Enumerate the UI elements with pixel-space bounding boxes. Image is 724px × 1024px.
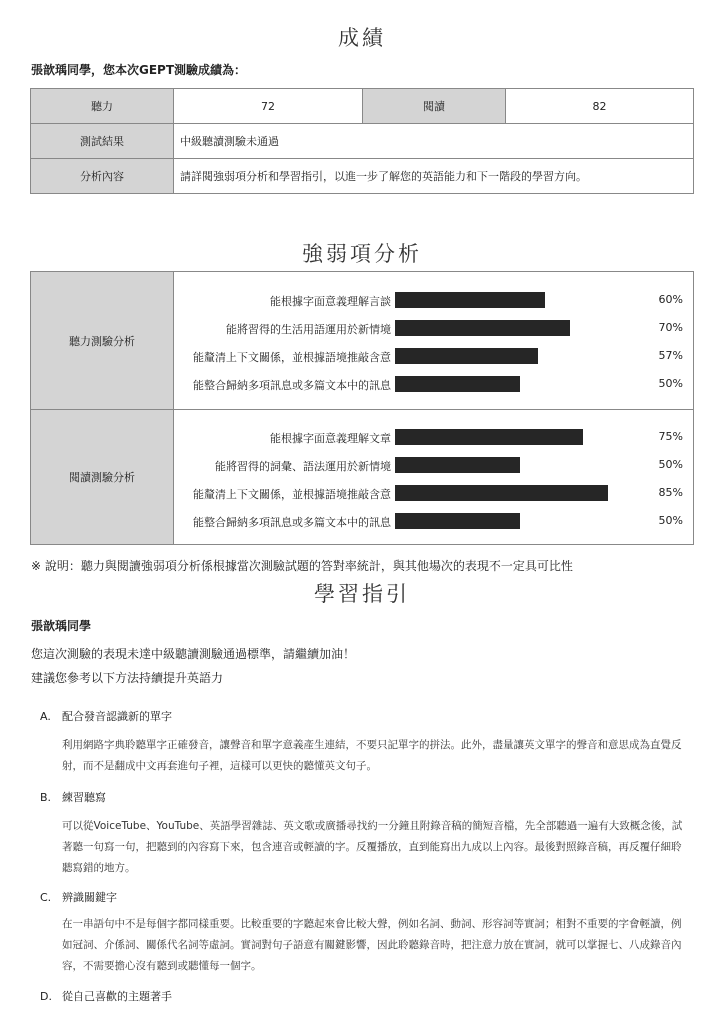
guide-item-b-text: 可以從VoiceTube、YouTube、英語學習雜誌、英文歌或廣播尋找約一分鐘且附錄音稿的簡短音檔，先全部聽過一遍有大致概念後，試著聽一句寫一句，把聽到的內容寫下來，包含連音或輕讀的字。反覆播放，直到能寫出九成以上內容。最後對照錄音稿，再反覆仔細聆聽寫錯的地方。 (62, 820, 683, 874)
row-percent: 50% (658, 458, 683, 471)
guide-item-d (40, 988, 172, 1004)
row-label: 能根據字面意義理解文章 (270, 432, 391, 445)
result-label: 測試結果 (31, 124, 174, 159)
row-label: 能根據字面意義理解言談 (270, 295, 391, 308)
guide-item-c-text: 在一串語句中不是每個字都同樣重要。比較重要的字聽起來會比較大聲，例如名詞、動詞、形容詞等實詞；相對不重要的字會輕讀，例如冠詞、介係詞、關係代名詞等虛詞。實詞對句子語意有關鍵影響，因此聆聽錄音時，把注意力放在實詞，就可以掌握七、八成錄音內容，不需要擔心沒有聽到或聽懂每一個字。 (62, 918, 682, 972)
guide-title: 學習指引 (314, 582, 410, 606)
result-value: 中級聽讀測驗未通過 (174, 124, 694, 159)
guide-item-a (40, 708, 172, 724)
row-label: 能整合歸納多項訊息或多篇文本中的訊息 (193, 379, 391, 392)
group-label: 閱讀測驗分析 (31, 410, 174, 544)
reading-analysis-group (31, 410, 693, 544)
analysis-row (174, 314, 693, 342)
guide-student-name: 張歆瑀同學 (31, 619, 92, 633)
row-label: 能將習得的生活用語運用於新情境 (226, 323, 391, 336)
bar (395, 457, 520, 473)
listening-analysis-group (31, 272, 693, 410)
row-percent: 57% (658, 349, 683, 362)
analysis-row (174, 423, 693, 451)
item-letter: B. (40, 791, 52, 804)
analysis-row (174, 507, 693, 535)
listening-score: 72 (174, 89, 363, 124)
row-label: 能釐清上下文關係，並根據語境推敲含意 (193, 488, 391, 501)
greeting: 張歆瑀同學，您本次GEPT測驗成績為： (31, 63, 247, 77)
reading-score: 82 (506, 89, 694, 124)
analysis-row (174, 370, 693, 398)
listening-label: 聽力 (31, 89, 174, 124)
score-table (30, 88, 694, 194)
content-label: 分析內容 (31, 159, 174, 194)
row-percent: 85% (658, 486, 683, 499)
row-percent: 60% (658, 293, 683, 306)
row-label: 能整合歸納多項訊息或多篇文本中的訊息 (193, 516, 391, 529)
analysis-chart (30, 271, 694, 545)
analysis-row (174, 286, 693, 314)
item-title: 從自己喜歡的主題著手 (62, 990, 172, 1003)
guide-item-c (40, 889, 117, 905)
row-percent: 50% (658, 377, 683, 390)
analysis-row (174, 342, 693, 370)
item-title: 辨識關鍵字 (62, 891, 117, 904)
analysis-title: 強弱項分析 (302, 242, 422, 266)
item-letter: A. (40, 710, 51, 723)
analysis-row (174, 451, 693, 479)
row-percent: 70% (658, 321, 683, 334)
bar (395, 513, 520, 529)
guide-line-2: 建議您參考以下方法持續提升英語力 (31, 671, 224, 685)
item-letter: C. (40, 891, 52, 904)
row-percent: 50% (658, 514, 683, 527)
row-label: 能釐清上下文關係，並根據語境推敲含意 (193, 351, 391, 364)
bar (395, 348, 538, 364)
item-letter: D. (40, 990, 52, 1003)
analysis-note: ※ 說明：聽力與閱讀強弱項分析係根據當次測驗試題的答對率統計，與其他場次的表現不一定具可比性 (31, 559, 573, 573)
bar (395, 320, 570, 336)
guide-line-1: 您這次測驗的表現未達中級聽讀測驗通過標準，請繼續加油！ (31, 647, 356, 661)
item-title: 練習聽寫 (62, 791, 106, 804)
bar (395, 292, 545, 308)
guide-item-b (40, 789, 106, 805)
reading-label: 閱讀 (363, 89, 506, 124)
item-title: 配合發音認識新的單字 (62, 710, 172, 723)
group-label: 聽力測驗分析 (31, 272, 174, 409)
analysis-row (174, 479, 693, 507)
content-value: 請詳閱強弱項分析和學習指引，以進一步了解您的英語能力和下一階段的學習方向。 (174, 159, 694, 194)
row-label: 能將習得的詞彙、語法運用於新情境 (215, 460, 391, 473)
bar (395, 429, 583, 445)
bar (395, 376, 520, 392)
row-percent: 75% (658, 430, 683, 443)
bar (395, 485, 608, 501)
score-title: 成績 (338, 26, 386, 50)
guide-item-a-text: 利用網路字典聆聽單字正確發音，讓聲音和單字意義產生連結，不要只記單字的拼法。此外，盡量讓英文單字的聲音和意思成為直覺反射，而不是翻成中文再套進句子裡，這樣可以更快的聽懂英文句子。 (62, 739, 682, 772)
